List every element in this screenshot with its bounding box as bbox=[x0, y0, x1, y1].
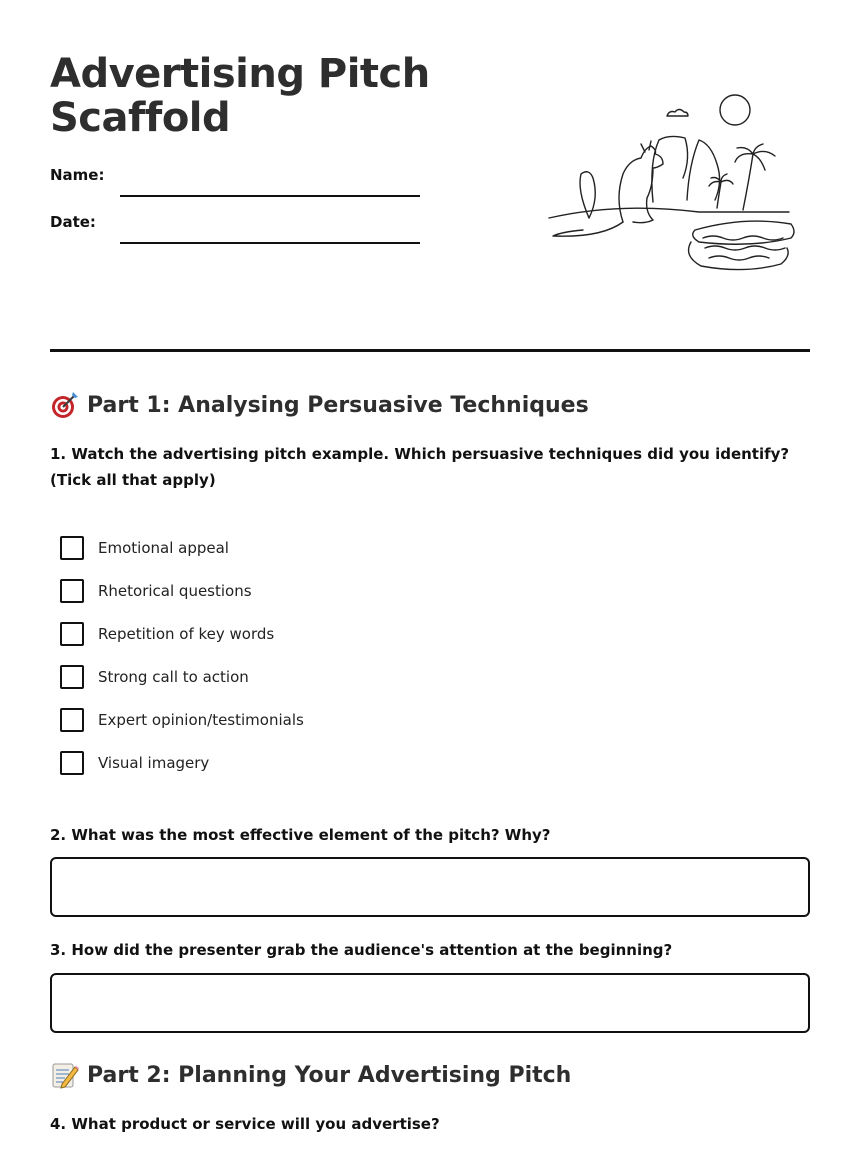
techniques-checklist bbox=[60, 537, 304, 795]
check-label: Emotional appeal bbox=[98, 539, 229, 557]
answer-box-3[interactable] bbox=[50, 973, 810, 1033]
name-field[interactable] bbox=[120, 183, 420, 197]
answer-box-2[interactable] bbox=[50, 857, 810, 917]
header-divider bbox=[50, 349, 810, 352]
question-1: 1. Watch the advertising pitch example. Which persuasive techniques did you identify? (Tick all that apply) bbox=[50, 445, 790, 489]
checkbox[interactable] bbox=[60, 622, 84, 646]
date-row bbox=[50, 213, 420, 243]
checkbox[interactable] bbox=[60, 536, 84, 560]
check-item-emotional-appeal[interactable] bbox=[60, 537, 304, 580]
name-row bbox=[50, 166, 420, 196]
check-item-repetition[interactable] bbox=[60, 623, 304, 666]
part-1-heading bbox=[50, 390, 589, 420]
date-field[interactable] bbox=[120, 230, 420, 244]
check-label: Strong call to action bbox=[98, 668, 249, 686]
check-label: Repetition of key words bbox=[98, 625, 275, 643]
title-line-1: Advertising Pitch bbox=[50, 51, 430, 97]
date-label: Date: bbox=[50, 213, 96, 231]
page-title bbox=[50, 52, 470, 140]
memo-pencil-icon bbox=[50, 1060, 80, 1090]
check-label: Rhetorical questions bbox=[98, 582, 252, 600]
question-4: 4. What product or service will you advertise? bbox=[50, 1115, 440, 1133]
checkbox[interactable] bbox=[60, 751, 84, 775]
part-2-heading bbox=[50, 1060, 571, 1090]
checkbox[interactable] bbox=[60, 665, 84, 689]
part-1-title: Part 1: Analysing Persuasive Techniques bbox=[87, 392, 589, 418]
check-label: Expert opinion/testimonials bbox=[98, 711, 304, 729]
question-2: 2. What was the most effective element of the pitch? Why? bbox=[50, 826, 551, 844]
check-item-rhetorical-questions[interactable] bbox=[60, 580, 304, 623]
title-line-2: Scaffold bbox=[50, 95, 231, 141]
checkbox[interactable] bbox=[60, 708, 84, 732]
check-item-expert-opinion[interactable] bbox=[60, 709, 304, 752]
name-label: Name: bbox=[50, 166, 105, 184]
check-item-visual-imagery[interactable] bbox=[60, 752, 304, 795]
check-label: Visual imagery bbox=[98, 754, 210, 772]
wallaby-beach-scene-icon bbox=[545, 90, 800, 275]
part-2-title: Part 2: Planning Your Advertising Pitch bbox=[87, 1062, 572, 1088]
checkbox[interactable] bbox=[60, 579, 84, 603]
check-item-call-to-action[interactable] bbox=[60, 666, 304, 709]
question-3: 3. How did the presenter grab the audience's attention at the beginning? bbox=[50, 941, 673, 959]
target-dart-icon bbox=[50, 390, 80, 420]
